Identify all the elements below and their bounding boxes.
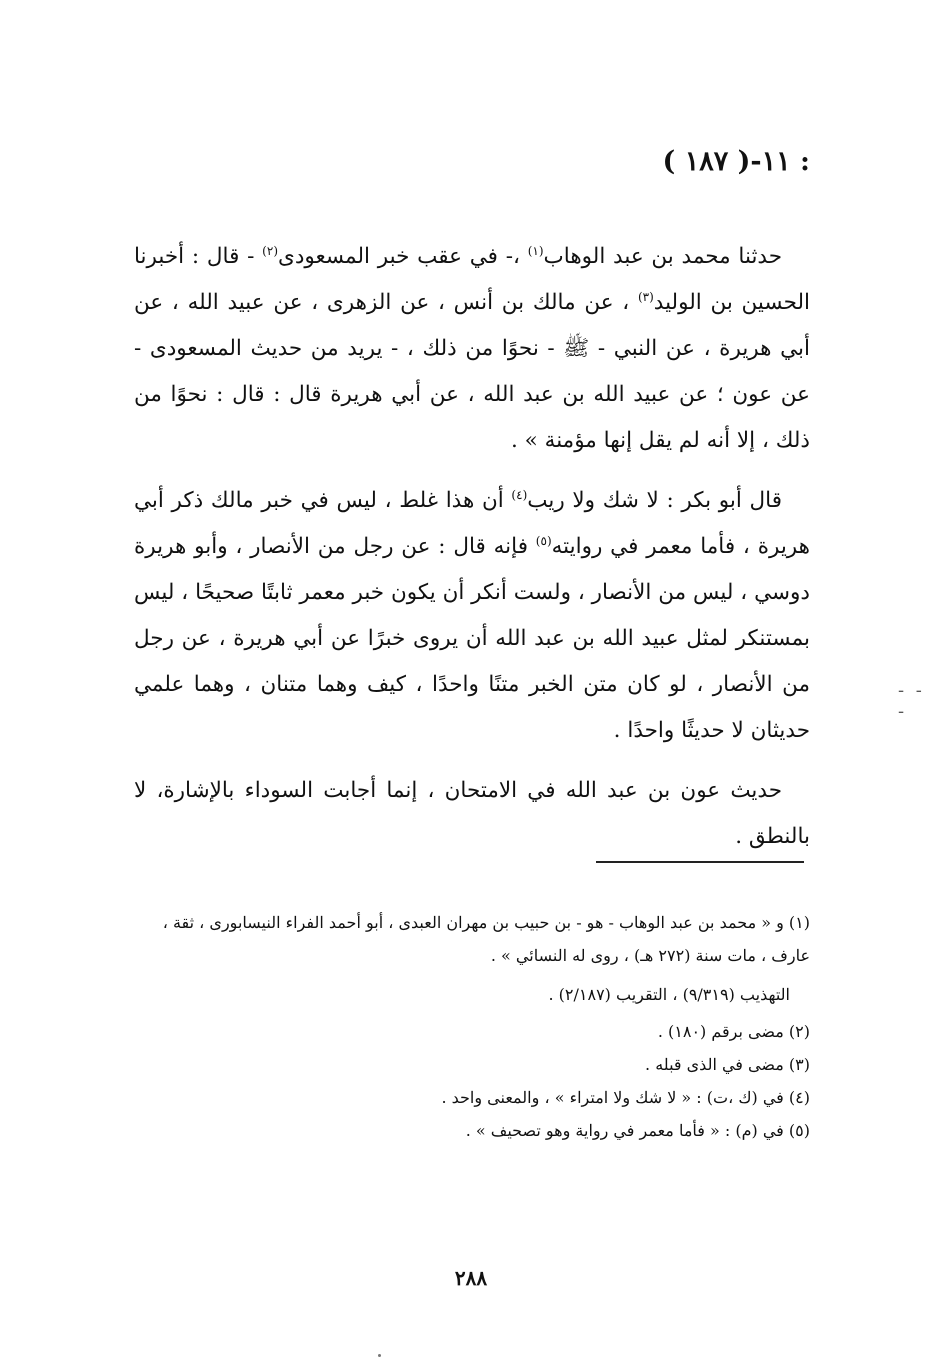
p2-text-1: قال أبو بكر : لا شك ولا ريب xyxy=(527,488,782,513)
p2-text-2: أن هذا غلط ، ليس في خبر مالك ذكر أبي هريرة ، فأما معمر في روايته xyxy=(134,488,811,559)
paragraph-3 xyxy=(134,768,810,860)
footnote-1-line-2: عارف ، مات سنة (٢٧٢ هـ) ، روى له النسائي » . xyxy=(490,946,810,965)
main-text xyxy=(134,234,810,874)
scan-speck xyxy=(378,1354,381,1357)
footnote-ref-3: (٣) xyxy=(637,289,654,304)
footnote-4: (٤) في (ك ،ت) : « لا شك ولا امتراء » ، والمعنى واحد . xyxy=(441,1088,810,1107)
p2-text-3: فإنه قال : عن رجل من الأنصار ، وأبو هريرة دوسي ، ليس من الأنصار ، ولست أنكر أن يكون خبر معمر ثابتًا صحيحًا ، ليس بمستنكر لمثل عبيد الله بن عبد الله أن يروى خبرًا عن أبي هريرة ، عن رجل من الأنصار ، لو كان متن الخبر متنًا واحدًا ، كيف وهما متنان ، وهما علمي حديثان لا حديثًا واحدًا . xyxy=(134,534,810,743)
p1-text-2: ،- في عقب خبر المسعودى xyxy=(278,244,528,269)
margin-mark: - - - xyxy=(898,680,925,722)
p3-text-1: حديث عون بن عبد الله في الامتحان ، إنما أجابت السوداء بالإشارة، لا بالنطق . xyxy=(134,778,810,849)
footnote-ref-2: (٢) xyxy=(262,243,278,258)
paragraph-2 xyxy=(134,478,810,754)
paragraph-1 xyxy=(134,234,810,464)
footnote-ref-1: (١) xyxy=(527,243,544,258)
p1-text-3: - قال : أخبرنا الحسين بن الوليد xyxy=(134,244,810,315)
footnotes xyxy=(130,906,810,1147)
footnote-ref-5: (٥) xyxy=(535,533,552,548)
footnote-1-line-1: (١) و « محمد بن عبد الوهاب - هو - بن حبيب بن مهران العبدى ، أبو أحمد الفراء النيسابورى ، ثقة ، xyxy=(162,913,810,932)
footnote-1-reference: التهذيب (٩/٣١٩) ، التقريب (٢/١٨٧) . xyxy=(548,985,790,1004)
footnote-5: (٥) في (م) : « فأما معمر في رواية وهو تصحيف » . xyxy=(465,1121,810,1140)
footnote-separator xyxy=(596,861,804,863)
hadith-number-heading: ١١-( ١٨٧ ) : xyxy=(662,146,810,177)
footnote-ref-4: (٤) xyxy=(511,487,528,502)
p1-text-1: حدثنا محمد بن عبد الوهاب xyxy=(543,244,783,269)
footnote-2: (٢) مضى برقم (١٨٠) . xyxy=(657,1022,810,1041)
page-number: ٢٨٨ xyxy=(454,1266,488,1290)
footnote-3: (٣) مضى في الذى قبله . xyxy=(645,1055,810,1074)
p1-text-4: ، عن مالك بن أنس ، عن الزهرى ، عن عبيد الله ، عن أبي هريرة ، عن النبي - ﷺ - نحوًا من ذلك ، - يريد من حديث المسعودى - عن عون ؛ عن عبيد الله بن عبد الله ، عن أبي هريرة قال : قال : نحوًا من ذلك ، إلا أنه لم يقل إنها مؤمنة » . xyxy=(134,290,810,453)
